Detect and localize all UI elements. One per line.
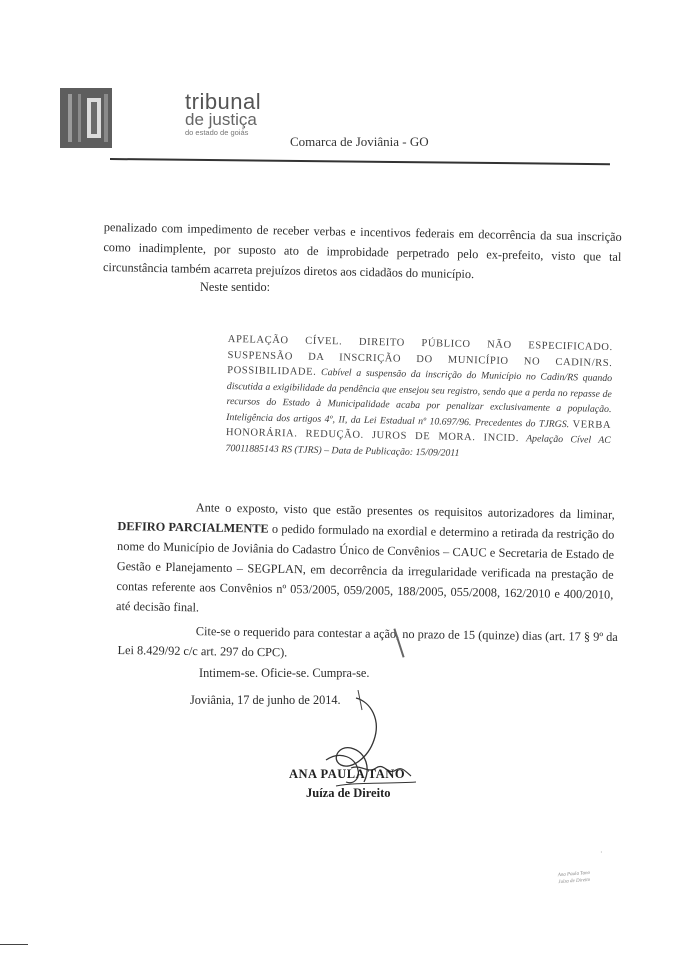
comarca-title: Comarca de Joviânia - GO — [290, 134, 429, 149]
logo-line-estado: do estado de goiás — [185, 128, 249, 137]
intimem-line: Intimem-se. Oficie-se. Cumpra-se. — [199, 666, 370, 680]
court-name — [185, 89, 262, 138]
judge-title: Juíza de Direito — [306, 786, 391, 800]
corner-mark: · — [600, 848, 603, 857]
stamp-line-title: Juíza de Direito — [558, 877, 591, 886]
court-logo-icon — [60, 88, 178, 148]
signature-stamp — [558, 868, 619, 886]
citation-reference: Apelação Cível AC 70011885143 RS (TJRS) – Data de Publicação: 15/09/2011 — [225, 433, 611, 459]
decision-defiro: DEFIRO PARCIALMENTE — [117, 518, 269, 536]
paragraph-citation-order — [117, 620, 618, 667]
citation-heading: APELAÇÃO CÍVEL. DIREITO PÚBLICO NÃO ESPECIFICADO. SUSPENSÃO DA INSCRIÇÃO DO MUNICÍPIO NO CADIN/RS. POSSIBILIDADE. — [227, 333, 613, 378]
decision-text-a: Ante o exposto, visto que estão presentes os requisitos autorizadores da liminar, — [195, 500, 615, 522]
jurisprudence-citation — [225, 332, 613, 464]
paragraph-decision — [116, 496, 615, 625]
place-and-date: Joviânia, 17 de junho de 2014. — [190, 693, 341, 707]
paragraph-intro: penalizado com impedimento de receber verbas e incentivos federais em decorrência da sua inscrição como inadimplente, por suposto ato de improbidade perpetrado pelo ex-prefeito, visto que tal circunstância também acarreta prejuízos diretos aos cidadãos do município. — [102, 219, 622, 282]
header-divider — [110, 158, 610, 165]
footer-dash — [0, 944, 28, 945]
judge-name: ANA PAULA TANO — [289, 767, 406, 781]
stamp-line-name: Ana Paula Tano — [557, 870, 591, 879]
citation-heading-2: VERBA HONORÁRIA. REDUÇÃO. JUROS DE MORA. INCID. — [225, 418, 612, 445]
citation-order-text: Cite-se o requerido para contestar a ação, no prazo de 15 (quinze) dias (art. 17 § 9º da Lei 8.429/92 c/c art. 297 do CPC). — [117, 624, 618, 660]
logo-line-justica: de justiça — [185, 110, 257, 129]
logo-line-tribunal: tribunal — [185, 89, 262, 114]
citation-body: Cabível a suspensão da inscrição do Município no Cadin/RS quando discutida a exigibilidade da pendência que ensejou seu registro, sendo que a perda no repasse de recursos do Estado à Municipalidade acaba por penalizar exclusivamente a população. Inteligência dos artigos 4º, II, da Lei Estadual nº 10.697/96. Precedentes do TJRGS. — [226, 366, 613, 430]
neste-sentido-label: Neste sentido: — [200, 280, 271, 294]
decision-text-b: o pedido formulado na exordial e determino a retirada da restrição do nome do Município de Joviânia do Cadastro Único de Convênios – CAUC e Secretaria de Estado de Gestão e Planejamento – SEGPLAN, em decorrência da irregularidade verificada na prestação de contas referente aos Convênios nº 053/2005, 059/2005, 188/2005, 055/2008, 162/2010 e 400/2010, até decisão final. — [115, 521, 615, 615]
